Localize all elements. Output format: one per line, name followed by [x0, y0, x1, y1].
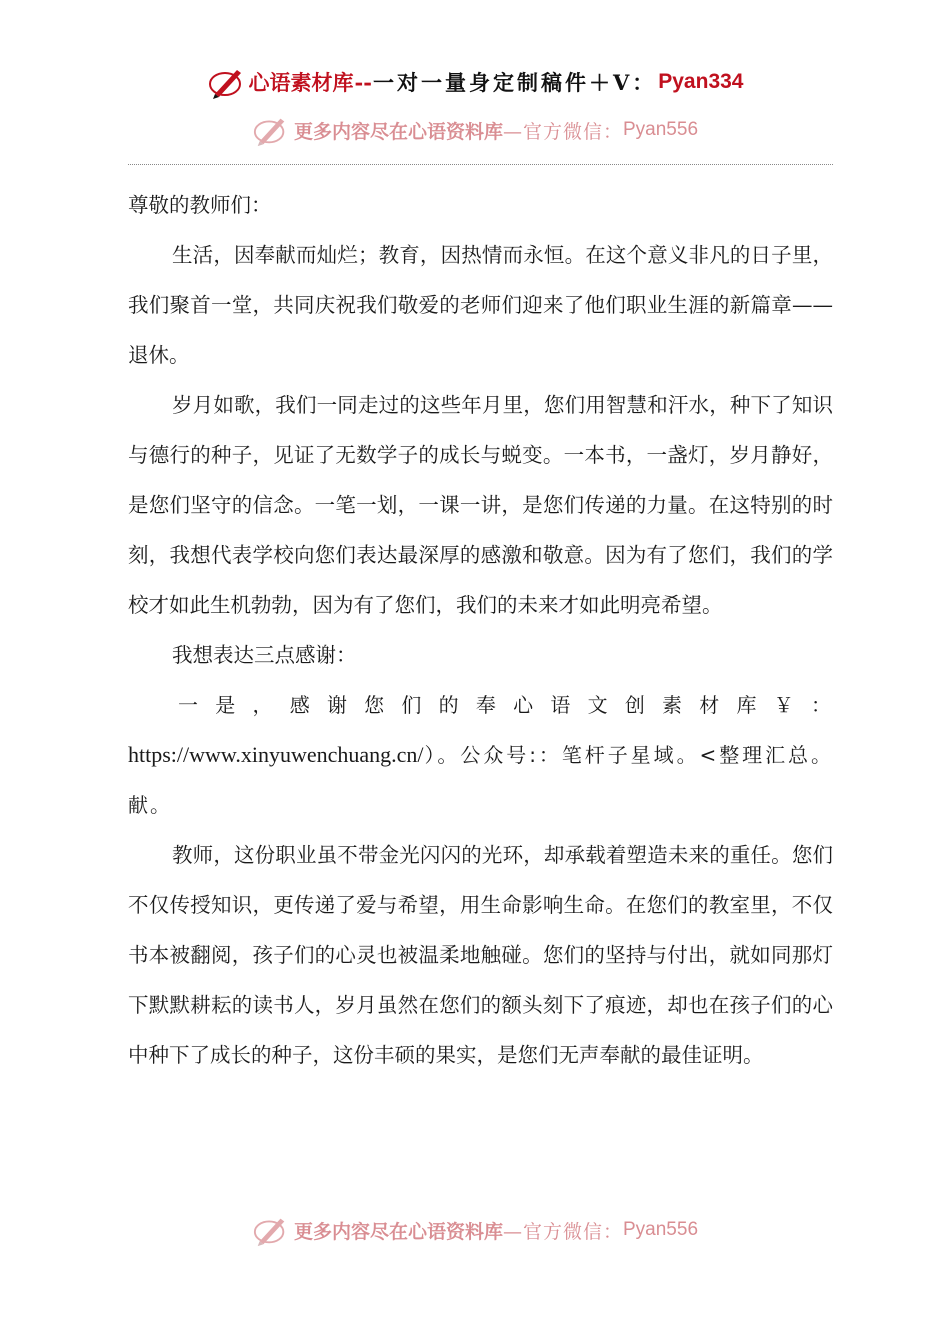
- header-brand-line: [0, 62, 950, 102]
- brand-name: 心语素材库: [248, 70, 354, 95]
- point1-prefix: 一是，感谢您们的奉心语文创素材库￥：: [178, 693, 833, 717]
- header-divider: [128, 164, 833, 165]
- watermark-wechat-id: Pyan556: [623, 119, 699, 140]
- thanks-point-1: [128, 680, 833, 830]
- website-url: https://www.xinyuwenchuang.cn/: [128, 742, 424, 767]
- pen-logo-icon: [252, 1212, 290, 1248]
- document-body: [128, 180, 833, 1080]
- paragraph: 教师，这份职业虽不带金光闪闪的光环，却承载着塑造未来的重任。您们不仅传授知识，更传递了爱与希望，用生命影响生命。在您们的教室里，不仅书本被翻阅，孩子们的心灵也被温柔地触碰。您们的坚持与付出，就如同那灯下默默耕耘的读书人，岁月虽然在您们的额头刻下了痕迹，却也在孩子们的心中种下了成长的种子，这份丰硕的果实，是您们无声奉献的最佳证明。: [128, 843, 833, 1067]
- watermark-bottom: [0, 1210, 950, 1250]
- header-wechat-id: Pyan334: [658, 70, 744, 93]
- paragraph: 岁月如歌，我们一同走过的这些年月里，您们用智慧和汗水，种下了知识与德行的种子，见证了无数学子的成长与蜕变。一本书，一盏灯，岁月静好，是您们坚守的信念。一笔一划，一课一讲，是您们传递的力量。在这特别的时刻，我想代表学校向您们表达最深厚的感激和敬意。因为有了您们，我们的学校才如此生机勃勃，因为有了您们，我们的未来才如此明亮希望。: [128, 393, 833, 617]
- watermark-text: 更多内容尽在心语资料库: [293, 1220, 503, 1243]
- watermark-top: [0, 110, 950, 150]
- point1-suffix: ）。公众号:：笔杆子星域。<整理汇总。献。: [128, 743, 833, 817]
- custom-service-text: 一对一量身定制稿件＋V：: [372, 70, 657, 95]
- paragraph: 我想表达三点感谢：: [172, 643, 357, 667]
- watermark-official-label: —官方微信：: [502, 120, 623, 143]
- watermark-wechat-id: Pyan556: [623, 1219, 699, 1240]
- watermark-text: 更多内容尽在心语资料库: [293, 120, 503, 143]
- pen-logo-icon: [207, 64, 247, 100]
- paragraph: 生活，因奉献而灿烂；教育，因热情而永恒。在这个意义非凡的日子里，我们聚首一堂，共同庆祝我们敬爱的老师们迎来了他们职业生涯的新篇章——退休。: [128, 243, 833, 367]
- pen-logo-icon: [252, 112, 290, 148]
- watermark-official-label: —官方微信：: [502, 1220, 623, 1243]
- salutation: 尊敬的教师们：: [128, 193, 272, 217]
- brand-separator: --: [354, 69, 372, 95]
